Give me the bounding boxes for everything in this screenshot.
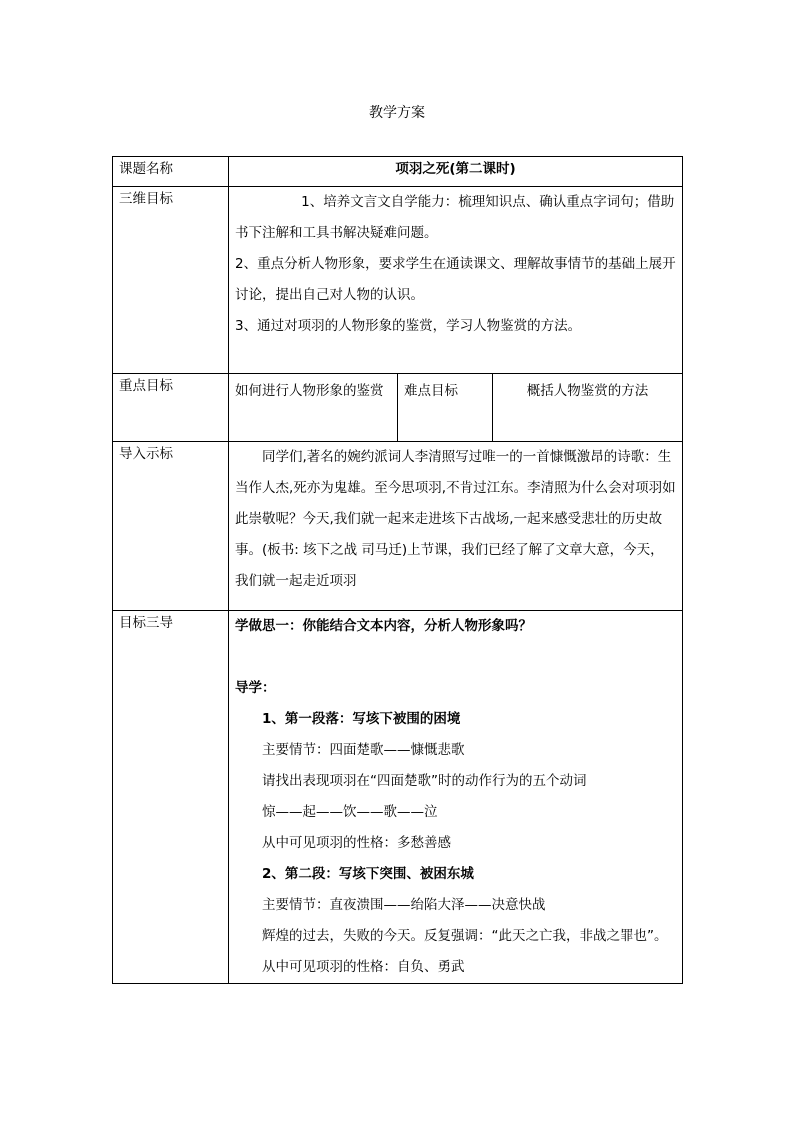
- section1-trait: 从中可见项羽的性格：多愁善感: [262, 835, 451, 851]
- section2-plot: 主要情节：直夜溃围——绐陷大泽——决意快战: [262, 897, 546, 913]
- daoxue-heading: 导学：: [235, 680, 276, 696]
- section1-heading: 1、第一段落：写垓下被围的困境: [262, 711, 461, 727]
- section2-trait: 从中可见项羽的性格：自负、勇武: [262, 959, 465, 975]
- goal-item: 2、重点分析人物形象，要求学生在通读课文、理解故事情节的基础上展开讨论，提出自己对人物的认识。: [235, 256, 676, 303]
- topic-value: 项羽之死(第二课时): [229, 157, 683, 187]
- intro-row: [113, 442, 683, 611]
- lesson-plan-table: [112, 156, 683, 984]
- topic-row: [113, 157, 683, 187]
- section1-verbs: 惊——起——饮——歌——泣: [262, 804, 438, 820]
- topic-label: 课题名称: [113, 157, 229, 187]
- guide-row: [113, 611, 683, 984]
- key-label: 重点目标: [113, 374, 229, 442]
- intro-text: 同学们,著名的婉约派词人李清照写过唯一的一首慷慨激昂的诗歌：生当作人杰,死亦为鬼雄。至今思项羽,不肯过江东。李清照为什么会对项羽如此崇敬呢？今天,我们就一起来走进垓下古战场,一起来感受悲壮的历史故事。(板书: 垓下之战 司马迁)上节课，我们已经了解了文章大意，今天，我们就一起走近项羽: [235, 449, 676, 589]
- goal-item: 3、通过对项羽的人物形象的鉴赏，学习人物鉴赏的方法。: [235, 318, 582, 334]
- difficult-label: 难点目标: [398, 374, 493, 442]
- goals-row: [113, 187, 683, 374]
- document-title: 教学方案: [369, 105, 425, 121]
- section1-task: 请找出表现项羽在“四面楚歌”时的动作行为的五个动词: [262, 773, 587, 789]
- section1-plot: 主要情节：四面楚歌——慷慨悲歌: [262, 742, 465, 758]
- goals-content: [229, 187, 683, 374]
- key-row: [113, 374, 683, 442]
- guide-content: [229, 611, 683, 984]
- guide-question: 学做思一：你能结合文本内容，分析人物形象吗？: [235, 618, 532, 634]
- goals-label: 三维目标: [113, 187, 229, 374]
- intro-content: [229, 442, 683, 611]
- section2-text: 辉煌的过去，失败的今天。反复强调：“此天之亡我，非战之罪也”。: [262, 928, 668, 944]
- guide-label: 目标三导: [113, 611, 229, 984]
- difficult-value: 概括人物鉴赏的方法: [493, 374, 683, 442]
- section2-heading: 2、第二段：写垓下突围、被困东城: [262, 866, 474, 882]
- key-value: 如何进行人物形象的鉴赏: [229, 374, 398, 442]
- goal-item: 1、培养文言文自学能力：梳理知识点、确认重点字词句；借助书下注解和工具书解决疑难问题。: [235, 194, 675, 241]
- intro-label: 导入示标: [113, 442, 229, 611]
